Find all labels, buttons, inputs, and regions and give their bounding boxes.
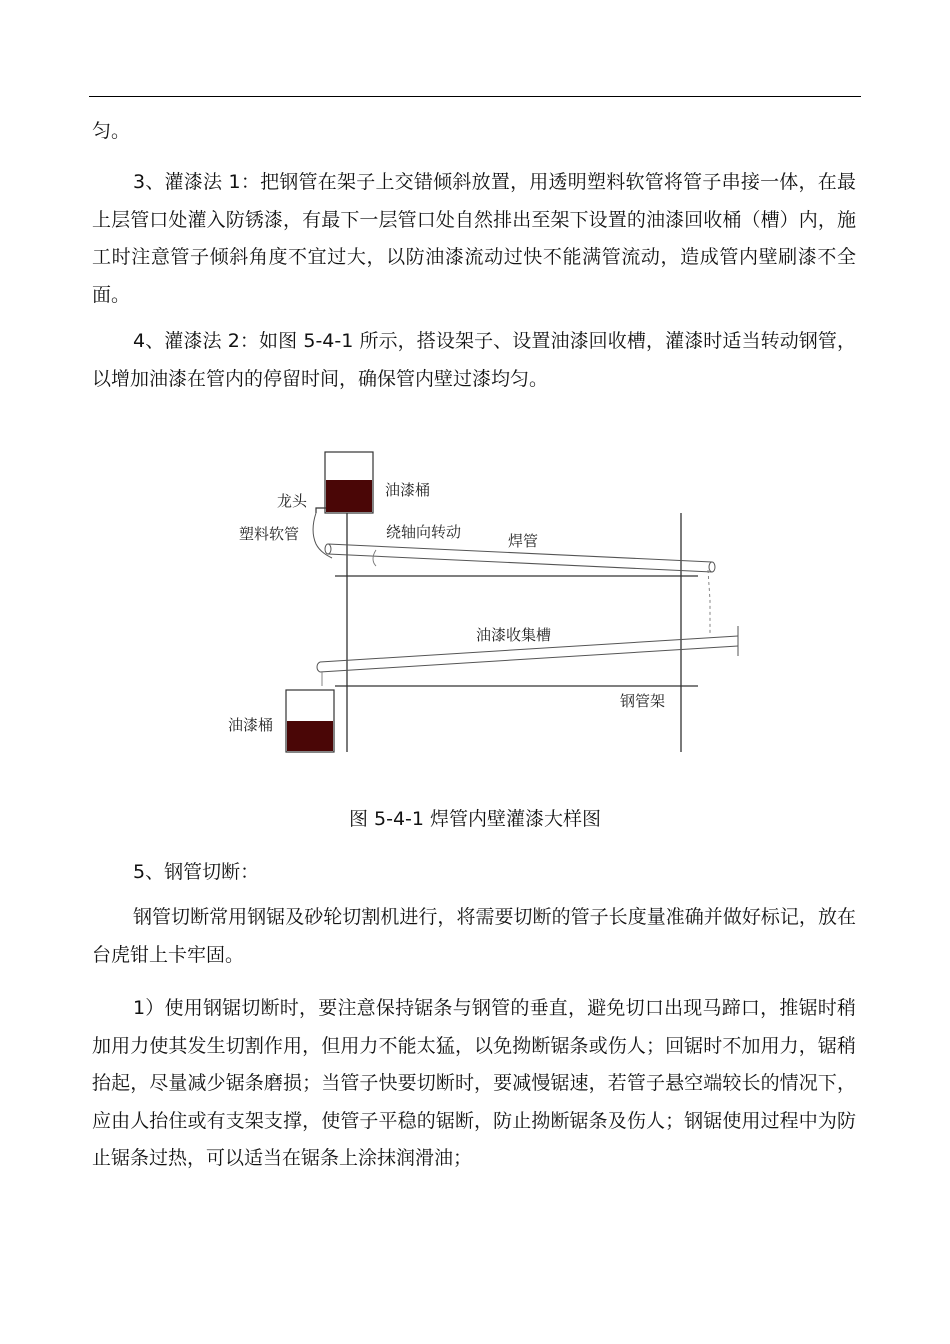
figure-pipe-painting-diagram (220, 440, 760, 760)
paragraph-pour-method-1: 3、灌漆法 1：把钢管在架子上交错倾斜放置，用透明塑料软管将管子串接一体，在最上层管口处灌入防锈漆，有最下一层管口处自然排出至架下设置的油漆回收桶（槽）内，施工时注意管子倾斜角度不宜过大，以防油漆流动过快不能满管流动，造成管内壁刷漆不全面。 (92, 171, 856, 306)
header-rule (89, 96, 861, 97)
top-paint-bucket (325, 452, 373, 513)
label-top-bucket: 油漆桶 (385, 481, 431, 499)
paragraph-section-5-heading: 5、钢管切断： (133, 861, 260, 883)
figure-caption: 图 5-4-1 焊管内壁灌漆大样图 (348, 808, 602, 830)
bottom-paint-bucket (286, 690, 334, 752)
paint-drip (708, 570, 710, 635)
label-bottom-bucket: 油漆桶 (228, 716, 274, 734)
label-rack: 钢管架 (620, 692, 666, 710)
paragraph-hacksaw-cutting: 1）使用钢锯切断时，要注意保持锯条与钢管的垂直，避免切口出现马蹄口，推锯时稍加用力使其发生切割作用，但用力不能太猛，以免拗断锯条或伤人；回锯时不加用力，锯稍抬起，尽量减少锯条磨损；当管子快要切断时，要减慢锯速，若管子悬空端较长的情况下，应由人抬住或有支架支撑，使管子平稳的锯断，防止拗断锯条及伤人；钢锯使用过程中为防止锯条过热，可以适当在锯条上涂抹润滑油； (92, 997, 856, 1169)
label-rotate: 绕轴向转动 (386, 523, 462, 541)
paragraph-pour-method-2: 4、灌漆法 2：如图 5-4-1 所示，搭设架子、设置油漆回收槽，灌漆时适当转动钢管，以增加油漆在管内的停留时间，确保管内壁过漆均匀。 (92, 330, 856, 390)
paragraph-continuation: 匀。 (92, 120, 131, 142)
label-hose: 塑料软管 (239, 525, 300, 543)
label-pipe: 焊管 (508, 532, 539, 550)
label-trough: 油漆收集槽 (476, 626, 552, 644)
paragraph-pipe-cutting: 钢管切断常用钢锯及砂轮切割机进行，将需要切断的管子长度量准确并做好标记，放在台虎钳上卡牢固。 (92, 906, 856, 966)
label-faucet: 龙头 (277, 492, 308, 510)
